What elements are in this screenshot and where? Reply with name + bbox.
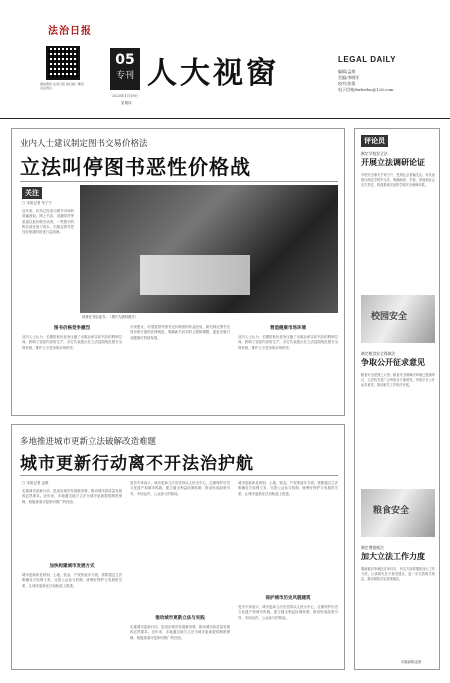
- article-body: 实施城市更新行动，是适应城市发展新形势、推动城市高质量发展的必然要求。近年来，多地通过地方立法为城市更新提供制度保障，积极探索可复制可推广的经验。: [22, 489, 122, 504]
- sidebar-body: 学校安全事关千家万户，受到社会普遍关注。有代表建议制定学校安全法，明确政府、学校、家庭和社会各方责任，构建系统完备的学校安全保障体系。: [361, 173, 435, 187]
- editor-line: 电子信箱/fzrbrdsc@126.com: [338, 87, 394, 92]
- page-editor-note: 本版编辑/孟维: [401, 660, 422, 664]
- date-line: 2023年1月19日: [112, 94, 139, 98]
- issue-number: 05: [115, 52, 135, 68]
- article-headline[interactable]: 立法叫停图书恶性价格战: [20, 155, 251, 179]
- issue-label: 专刊: [115, 71, 134, 81]
- issue-box: [110, 48, 140, 90]
- divider: [20, 181, 338, 182]
- editor-line: 编辑/孟维: [338, 69, 356, 74]
- article-subhead: 图书价格竞争激烈: [54, 326, 90, 331]
- article-body: 受访专家表示，城市更新立法应坚持以人民为中心，注重保护历史文化遗产和城市风貌，建立健全利益协调机制，推动形成政府引导、市场运作、公众参与的格局。: [130, 481, 230, 496]
- article-subhead: 推动城市更新立法与实践: [155, 616, 205, 621]
- article-kicker: 业内人士建议制定图书交易价格法: [20, 139, 148, 149]
- article-subhead: 保护城市历史风貌建筑: [265, 596, 311, 601]
- sidebar-title[interactable]: 争取公开征求意见: [361, 358, 425, 367]
- article-byline: □ 本报记者 孟维: [22, 481, 49, 485]
- campus-safety-illustration: [361, 295, 435, 343]
- sidebar-title[interactable]: 开展立法调研论证: [361, 158, 425, 167]
- editor-line: 校对/张霞: [338, 81, 356, 86]
- article-body: 城市更新涉及规划、土地、资金、产权等诸多方面，需要通过立法明确各方权利义务，完善公众参与机制，统筹好保护与发展的关系，让城市更新在法治轨道上推进。: [22, 573, 122, 588]
- column-badge: 关注: [22, 187, 42, 199]
- article-subhead: 加快构建城市发展方式: [49, 564, 95, 569]
- article-body: 业内人士认为，长期的低价竞争压缩了出版社和实体书店的利润空间，影响了优质内容的生产。多位代表建议在立法层面规范图书交易价格，维护公平竞争的市场秩序。: [238, 335, 338, 350]
- article-urban-renewal: [11, 424, 345, 670]
- newspaper-brand: 法治日报: [48, 26, 92, 37]
- article-book-price: [11, 128, 345, 416]
- page-title: 人大视窗: [147, 56, 279, 91]
- article-byline: □ 本报记者 朱宁宁: [22, 201, 53, 205]
- qr-caption: 微信搜索 法治日报 或扫描二维码关注我们: [40, 82, 84, 90]
- article-kicker: 多地推进城市更新立法破解改造难题: [20, 437, 157, 447]
- main-column: [11, 128, 345, 670]
- bookstore-photo: [80, 185, 338, 313]
- sidebar-body: 粮食安全是国之大者。粮食安全保障法草案已提请审议，立法机关将广泛听取各方面意见，争取早日公开征求意见，推动相关工作依法开展。: [361, 373, 435, 387]
- illustration-text: 粮食安全: [373, 506, 410, 516]
- sidebar-body: 增值税法草案经过审议后，有关方面将继续加大工作力度，认真研究各方意见建议，进一步完善相关规定，推动税收法定原则落实。: [361, 567, 435, 581]
- article-headline[interactable]: 城市更新行动离不开法治护航: [20, 454, 254, 474]
- divider: [20, 475, 338, 476]
- illustration-text: 校园安全: [371, 312, 408, 322]
- sidebar-commentary: [354, 128, 440, 670]
- article-body: 业内人士认为，长期的低价竞争压缩了出版社和实体书店的利润空间，影响了优质内容的生产。多位代表建议在立法层面规范图书交易价格，维护公平竞争的市场秩序。: [22, 335, 122, 350]
- article-body: 专家建议，可借鉴国外图书定价制度的有益经验，研究制定图书交易价格方面的法律规范，明确新书折扣的上限和期限，促进出版行业健康可持续发展。: [130, 325, 230, 340]
- article-body: 实施城市更新行动，是适应城市发展新形势、推动城市高质量发展的必然要求。近年来，多地通过地方立法为城市更新提供制度保障，积极探索可复制可推广的经验。: [130, 625, 230, 640]
- sidebar-badge: 评论员: [361, 135, 388, 147]
- weekday-line: 星期四: [121, 101, 132, 105]
- sidebar-kicker: 制定增值税法: [361, 545, 384, 550]
- article-body: 近年来，折扣已经成为图书市场的普遍现象。网上书店、直播带货等渠道以低价吸引读者，一些图书的售价甚至低于成本，出版业界对恶性价格战的担忧日益加深。: [22, 209, 74, 235]
- legal-daily-label: LEGAL DAILY: [338, 55, 396, 64]
- sidebar-kicker: 制定粮食安全保障法: [361, 351, 396, 356]
- photo-caption: 读者在书店选书。（图片为资料照片）: [82, 315, 139, 319]
- sidebar-kicker: 制定学校安全法: [361, 151, 388, 156]
- qr-code[interactable]: [46, 46, 80, 80]
- editor-line: 美编/李晓军: [338, 75, 360, 80]
- article-body: 城市更新涉及规划、土地、资金、产权等诸多方面，需要通过立法明确各方权利义务，完善公众参与机制，统筹好保护与发展的关系，让城市更新在法治轨道上推进。: [238, 481, 338, 496]
- editor-credits: [338, 69, 394, 93]
- sidebar-title[interactable]: 加大立法工作力度: [361, 552, 425, 561]
- grain-safety-illustration: [361, 489, 435, 537]
- article-body: 受访专家表示，城市更新立法应坚持以人民为中心，注重保护历史文化遗产和城市风貌，建立健全利益协调机制，推动形成政府引导、市场运作、公众参与的格局。: [238, 605, 338, 620]
- article-subhead: 营造健康市场环境: [270, 326, 306, 331]
- books-stack: [140, 255, 250, 295]
